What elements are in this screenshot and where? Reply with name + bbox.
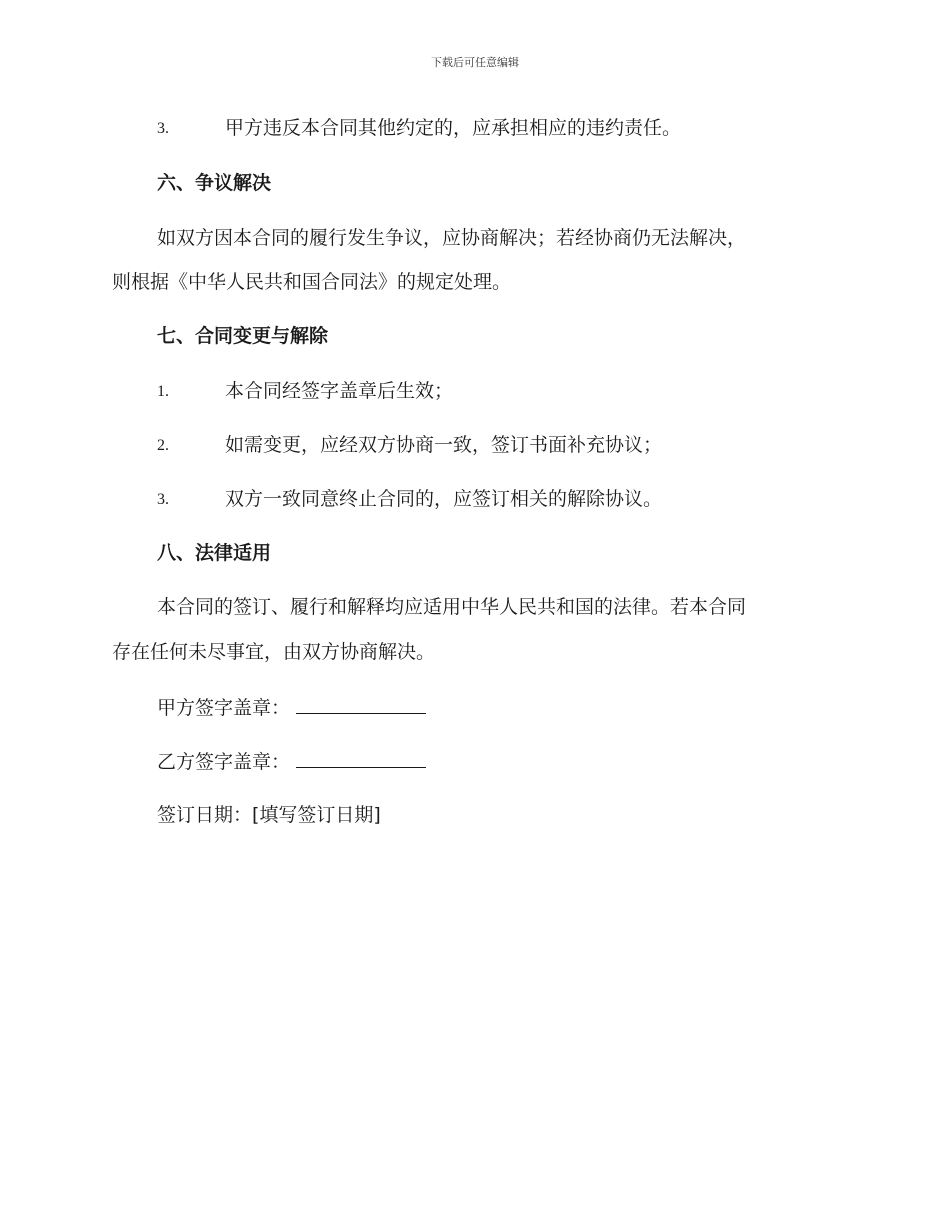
list-item-text: 甲方违反本合同其他约定的，应承担相应的违约责任。	[225, 117, 682, 139]
signature-label: 乙方签字盖章：	[157, 751, 291, 773]
paragraph-line: 存在任何未尽事宜，由双方协商解决。	[112, 641, 436, 663]
signature-line-party-a	[157, 693, 426, 721]
list-item-text: 双方一致同意终止合同的，应签订相关的解除协议。	[225, 488, 663, 510]
list-number: 3.	[157, 120, 169, 137]
paragraph-line: 本合同的签订、履行和解释均应适用中华人民共和国的法律。若本合同	[157, 596, 747, 618]
signature-blank[interactable]	[296, 693, 426, 714]
list-number: 1.	[157, 383, 169, 400]
date-value: [填写签订日期]	[252, 804, 381, 826]
date-label: 签订日期：	[157, 804, 253, 826]
signing-date-line	[157, 802, 381, 828]
list-item-text: 如需变更，应经双方协商一致，签订书面补充协议；	[225, 434, 663, 456]
section-heading: 八、法律适用	[157, 542, 272, 564]
paragraph-line: 则根据《中华人民共和国合同法》的规定处理。	[112, 271, 512, 293]
list-item-text: 本合同经签字盖章后生效；	[225, 380, 454, 402]
section-heading: 七、合同变更与解除	[157, 325, 329, 347]
list-number: 3.	[157, 491, 169, 508]
list-number: 2.	[157, 437, 169, 454]
signature-line-party-b	[157, 747, 426, 775]
paragraph-line: 如双方因本合同的履行发生争议，应协商解决；若经协商仍无法解决，	[157, 227, 747, 249]
signature-label: 甲方签字盖章：	[157, 697, 291, 719]
signature-blank[interactable]	[296, 747, 426, 768]
section-heading: 六、争议解决	[157, 172, 272, 194]
page-header: 下载后可任意编辑	[431, 56, 519, 69]
